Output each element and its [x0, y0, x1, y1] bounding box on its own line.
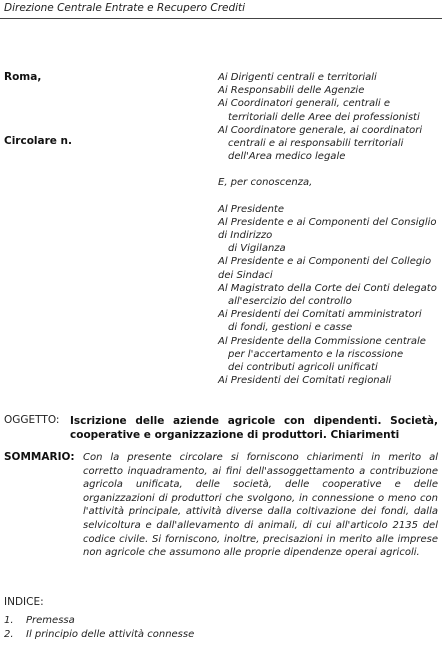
recipient-line: Ai Presidenti dei Comitati amministratori: [218, 309, 422, 321]
recipient-line: centrali e ai responsabili territoriali: [228, 138, 404, 150]
subject-text: Iscrizione delle aziende agricole con dipendenti. Società, cooperative e organizzazione di produttori. Chiarimenti: [70, 415, 438, 441]
recipient-line: dell'Area medico legale: [228, 151, 346, 163]
index-list: [4, 614, 194, 642]
index-item-label: Il principio delle attività connesse: [26, 629, 195, 640]
summary-label: SOMMARIO:: [4, 451, 75, 463]
recipient-line: di Vigilanza: [228, 243, 286, 255]
summary-text: Con la presente circolare si forniscono chiarimenti in merito al corretto inquadramento, ai fini dell'assoggettamento a contribuzione agricola unificata, delle società, delle cooperative e delle organizzazioni di produttori che svolgono, in connessione o meno con l'attività principale, attività diverse dalla coltivazione dei fondi, dalla selvicoltura e dall'allevamento di animali, di cui all'articolo 2135 del codice civile. Si forniscono, inoltre, precisazioni in merito alle imprese non agricole che assumono alle proprie dipendenze operai agricoli.: [83, 452, 438, 559]
index-item[interactable]: [4, 614, 194, 628]
recipient-line: per l'accertamento e la riscossione: [228, 348, 404, 360]
recipient-line: Ai Presidenti dei Comitati regionali: [218, 375, 392, 387]
index-item-number: 1.: [4, 615, 14, 626]
recipient-line: Al Presidente della Commissione centrale: [218, 335, 426, 347]
recipient-line: dei contributi agricoli unificati: [228, 362, 378, 374]
recipient-line: Ai Responsabili delle Agenzie: [218, 85, 365, 97]
subject-label: OGGETTO:: [4, 414, 60, 426]
recipient-line: di fondi, gestioni e casse: [228, 322, 353, 334]
recipient-line: Al Presidente e ai Componenti del Consiglio: [218, 216, 437, 228]
recipient-line: Al Presidente e ai Componenti del Collegio: [218, 256, 432, 268]
recipient-line: Al Coordinatore generale, ai coordinatori: [218, 124, 423, 136]
department-header: Direzione Centrale Entrate e Recupero Crediti: [4, 2, 246, 14]
recipient-line: Ai Coordinatori generali, centrali e: [218, 98, 391, 110]
index-item[interactable]: [4, 628, 194, 642]
index-item-label: Premessa: [26, 615, 75, 626]
header-divider: [0, 18, 442, 19]
recipient-line: dei Sindaci: [218, 269, 273, 281]
circular-number-label: Circolare n.: [4, 135, 73, 147]
recipient-line: Al Magistrato della Corte dei Conti delegato: [218, 282, 437, 294]
recipients-block: [218, 71, 440, 387]
index-item-number: 2.: [4, 629, 14, 640]
recipient-line: Ai Dirigenti centrali e territoriali: [218, 72, 377, 83]
place-city: Roma,: [4, 71, 42, 83]
recipient-line: Al Presidente: [218, 203, 284, 215]
index-label: INDICE:: [4, 596, 44, 608]
recipient-line: di Indirizzo: [218, 230, 273, 242]
recipient-line: territoriali delle Aree dei professionisti: [228, 111, 420, 123]
recipient-line: all'esercizio del controllo: [228, 296, 352, 308]
cc-label: E, per conoscenza,: [218, 177, 313, 189]
